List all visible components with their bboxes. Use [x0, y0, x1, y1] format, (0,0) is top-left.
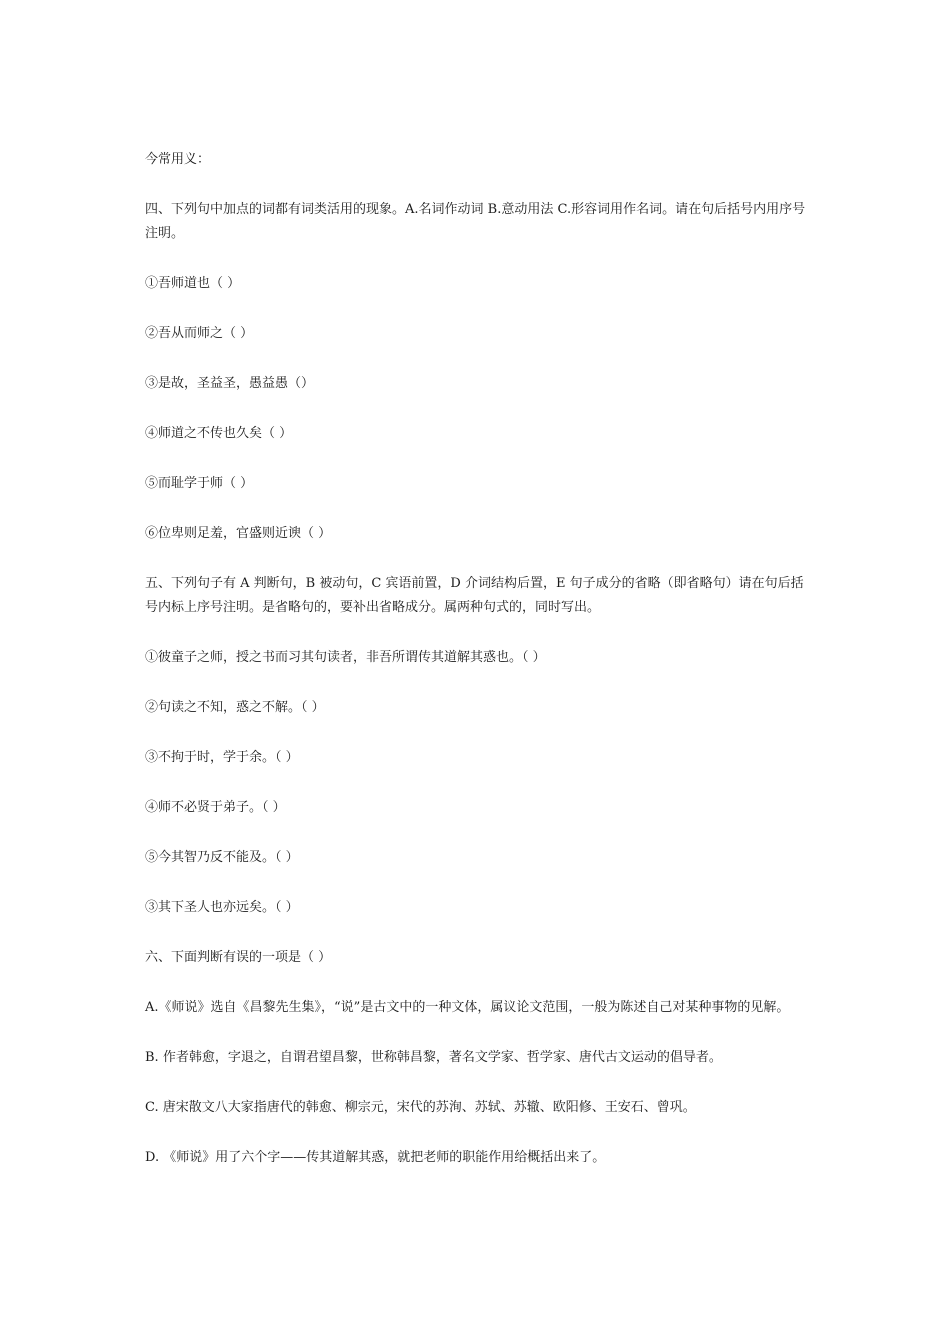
section6-option-b: B. 作者韩愈，字退之，自谓君望昌黎，世称韩昌黎，著名文学家、哲学家、唐代古文运动的倡导者。	[145, 1050, 722, 1065]
section4-item-1: ①吾师道也（ ）	[145, 276, 241, 291]
section5-item-5: ⑤今其智乃反不能及。（ ）	[145, 850, 299, 865]
section4-item-3: ③是故，圣益圣，愚益愚（）	[145, 376, 315, 391]
document-page	[145, 148, 815, 1170]
section6-option-d: D. 《师说》用了六个字——传其道解其惑，就把老师的职能作用给概括出来了。	[145, 1150, 606, 1165]
section4-item-4: ④师道之不传也久矣（ ）	[145, 426, 293, 441]
section4-item-6: ⑥位卑则足羞，官盛则近谀（ ）	[145, 526, 332, 541]
section5-item-3: ③不拘于时，学于余。（ ）	[145, 750, 299, 765]
section5-item-4: ④师不必贤于弟子。（ ）	[145, 800, 286, 815]
section6-option-c: C. 唐宋散文八大家指唐代的韩愈、柳宗元，宋代的苏洵、苏轼、苏辙、欧阳修、王安石、曾巩。	[145, 1100, 696, 1115]
section4-item-5: ⑤而耻学于师（ ）	[145, 476, 254, 491]
section5-item-1: ①彼童子之师，授之书而习其句读者，非吾所谓传其道解其惑也。（ ）	[145, 650, 546, 665]
section4-item-2: ②吾从而师之（ ）	[145, 326, 254, 341]
section4-heading: 四、下列句中加点的词都有词类活用的现象。A.名词作动词 B.意动用法 C.形容词用作名词。请在句后括号内用序号注明。	[145, 202, 806, 241]
section5-item-2: ②句读之不知，惑之不解。（ ）	[145, 700, 325, 715]
section6-option-a: A.《师说》选自《昌黎先生集》，“说”是古文中的一种文体，属议论文范围，一般为陈述自己对某种事物的见解。	[145, 1000, 790, 1015]
section6-heading: 六、下面判断有误的一项是（ ）	[145, 950, 332, 965]
section5-item-6: ③其下圣人也亦远矣。（ ）	[145, 900, 299, 915]
section5-heading: 五、下列句子有 A 判断句，B 被动句，C 宾语前置，D 介词结构后置，E 句子成分的省略（即省略句）请在句后括号内标上序号注明。是省略句的，要补出省略成分。属两种句式的，同时写出。	[145, 576, 804, 615]
intro-text: 今常用义：	[145, 152, 211, 167]
